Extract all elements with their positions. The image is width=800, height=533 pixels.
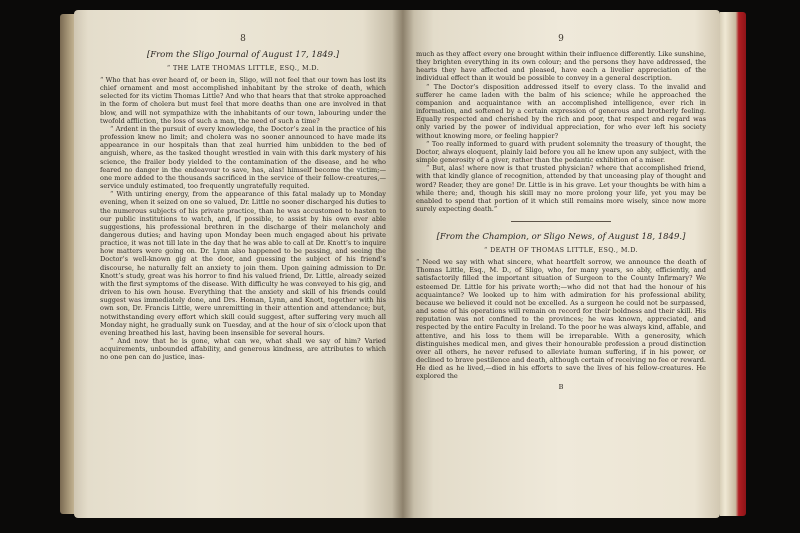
paragraph: “ The Doctor’s disposition addressed itself to every class. To the invalid and sufferer he came laden with the balm of his science; while he approached the companion and acquaintance with an accomplished intelligence, ever rich in information, and softened by a certain expression of generous and brotherly feeling. Equally respected and cherished by the rich and poor, that respect and regard was only varied by the power of individual appreciation, for who ever left his society without knowing more, or feeling happier? [416,82,706,140]
signature-mark: B [558,383,564,392]
book-cover-right-edge [720,12,746,516]
open-book [60,10,746,518]
source-line: [From the Champion, or Sligo News, of August 18, 1849.] [436,232,686,243]
page-number: 9 [558,34,564,44]
paragraph: “ Who that has ever heard of, or been in, Sligo, will not feel that our town has lost its chief ornament and most accomplished inhabitant by the stroke of death, which selected for its victim Thomas Little? And who that hears that that stroke approached in the form of cholera but must feel that more deaths than one are involved in that blow, and will not sympathize with the inhabitants of our town, labouring under the twofold affliction, the loss of such a man, the need of such a time? [100,76,386,125]
right-page [402,10,720,518]
paragraph: “ But, alas! where now is that trusted physician? where that accomplished friend, with that kindly glance of recognition, attended by that unceasing play of thought and word? Reader, they are gone! Dr. Little is in his grave. Let your thoughts be with him a while there; and, though his skill may no more prolong your life, yet you may be enabled to spend that portion of it which still remains more wisely, since now more surely expecting death.” [416,164,706,213]
paragraph: “ Too really informed to guard with prudent solemnity the treasury of thought, the Doctor, always eloquent, plainly laid before you all he knew upon any subject, with the simple generosity of a giver, rather than the pedantic exhibition of a miser. [416,139,706,165]
paragraph: “ Ardent in the pursuit of every knowledge, the Doctor’s zeal in the practice of his profession knew no limit; and cholera was no sooner announced to have made its appearance in our hospitals than that zeal hurried him unbidden to the bed of anguish, where, as the tasked thought wrestled in vain with this dark mystery of his science, the frailer body yielded to the contamination of the disease, and he who feared no danger in the endeavour to save, has, alas! himself become the victim;—one more added to the thousands sacrificed in the service of their fellow-creatures,—service unduly estimated, too frequently ungratefully requited. [100,124,386,191]
paragraph: much as they affect every one brought within their influence differently. Like sunshine, they brighten everything in its own colour; and the persons they have addressed, the hearts they have affected and pleased, have each a livelier appreciation of the individual effect than it would be possible to convey in a general description. [416,50,706,83]
page-number: 8 [240,34,246,44]
article-title: “ THE LATE THOMAS LITTLE, ESQ., M.D. [166,64,320,72]
article-title: “ DEATH OF THOMAS LITTLE, ESQ., M.D. [484,246,638,255]
left-page [74,10,402,518]
paragraph: “ With untiring energy, from the appearance of this fatal malady up to Monday evening, when it seized on one so valued, Dr. Little no sooner discharged his duties to the numerous subjects of his private practice, than he was accustomed to hasten to our public institutions to watch, and, if possible, to assist by his own ever able suggestions, his professional brethren in the discharge of their melancholy and dangerous duties; and having upon Monday been much engaged about his private practice, it was not till late in the day that he was able to call at Dr. Knott’s to inquire how matters were going on. Dr. Lynn also happened to be passing, and seeing the Doctor’s well-known gig at the door, and guessing the subject of his friend’s discourse, he naturally felt an anxiety to join them. Upon gaining admission to Dr. Knott’s study, great was his horror to find his valued friend, Dr. Little, already seized with the first symptoms of the disease. With difficulty he was conveyed to his gig, and driven to his own house. Everything that the anxiety and skill of his friends could suggest was immediately done, and Drs. Homan, Lynn, and Knott, together with his own son, Dr. Francis Little, were unremitting in their attention and attendance; but, notwithstanding every effort which skill could suggest, after suffering very much all Monday night, he gradually sunk on Tuesday, and at the hour of six o’clock upon that evening breathed his last, having been insensible for several hours. [100,190,386,337]
source-line: [From the Sligo Journal of August 17, 1849.] [146,50,340,60]
section-divider [511,221,611,222]
paragraph: “ Need we say with what sincere, what heartfelt sorrow, we announce the death of Thomas Little, Esq., M. D., of Sligo, who, for many years, so ably, efficiently, and satisfactorily filled the important situation of Surgeon to the County Infirmary? We esteemed Dr. Little for his private worth;—who did not that had the honour of his acquaintance? We looked up to him with admiration for his professional ability, because we believed it could not be excelled. As a surgeon he could not be surpassed, and some of his operations will remain on record for their boldness and their skill. His reputation was not confined to the provinces; he was known, appreciated, and respected by the entire Faculty in Ireland. To the poor he was always kind, affable, and attentive, and his loss to them will be irreparable. With a generosity, which distinguishes medical men, and gives their honourable profession a proud distinction over all others, he never refused to alleviate human suffering, if in his power, or declined to brave pestilence and death, although certain of receiving no fee or reward. He died as he lived,—died in his efforts to save the lives of his fellow-creatures. He explored the [416,258,706,381]
paragraph: “ And now that he is gone, what can we, what shall we say of him? Varied acquirements, unbounded affability, and generous kindness, are attributes to which no one pen can do justice, inas- [100,337,386,362]
